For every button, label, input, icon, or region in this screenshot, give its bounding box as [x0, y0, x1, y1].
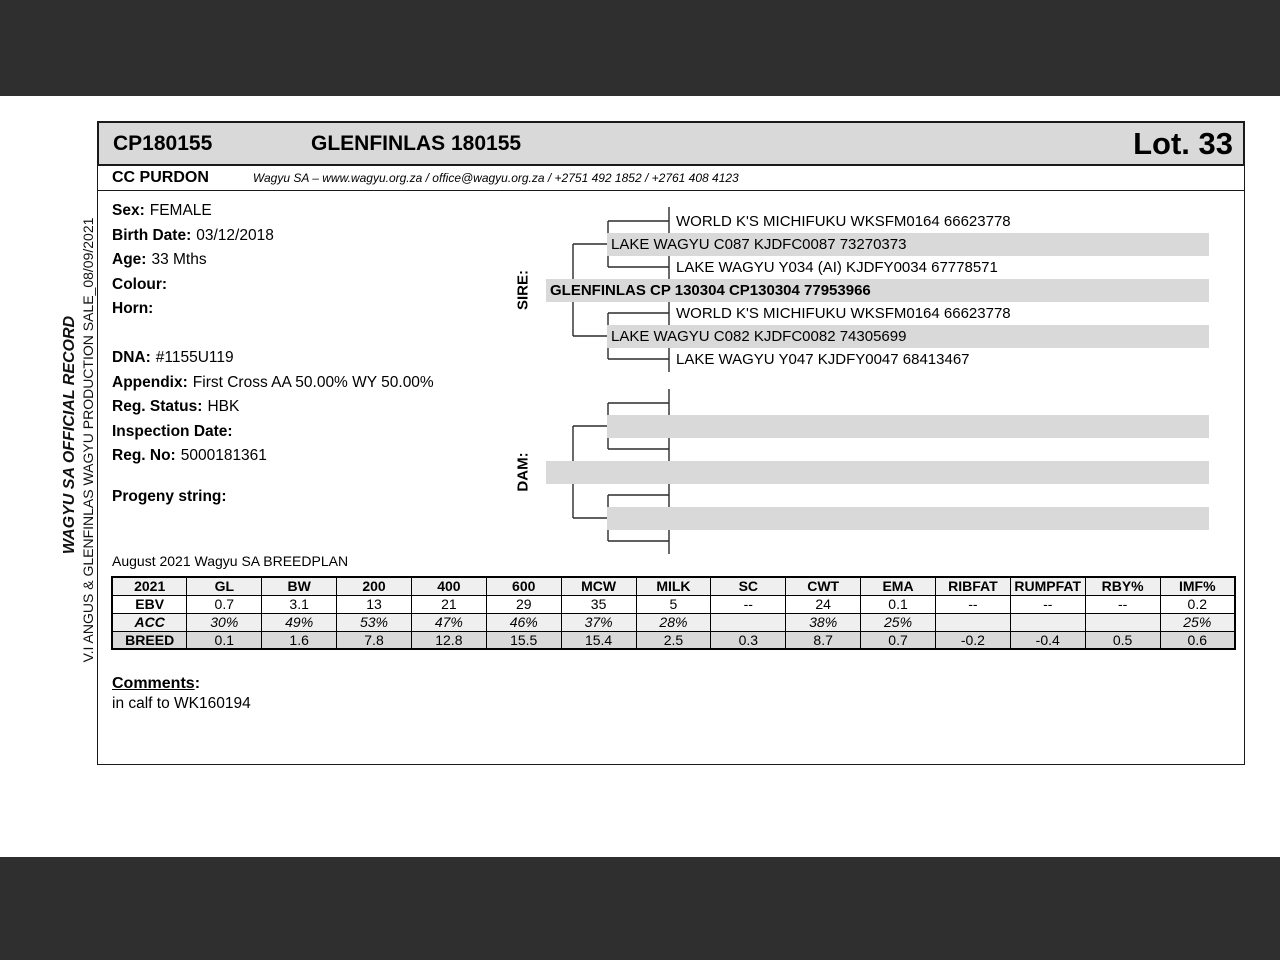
breed-row-label: BREED [112, 631, 187, 649]
detail-field-reg-status: Reg. Status: HBK [112, 398, 240, 415]
sire-grandsire-dam: LAKE WAGYU Y034 (AI) KJDFY0034 67778571 [676, 259, 998, 276]
animal-name: GLENFINLAS 180155 [311, 131, 522, 155]
ebv-col-header: CWT [786, 577, 861, 595]
ebv-col-header: 400 [411, 577, 486, 595]
ebv-col-header: SC [711, 577, 786, 595]
breed-cell: 15.5 [486, 631, 561, 649]
acc-cell: 46% [486, 613, 561, 631]
acc-cell: 53% [337, 613, 412, 631]
acc-cell: 25% [1160, 613, 1235, 631]
sire-grandsire: LAKE WAGYU C087 KJDFC0087 73270373 [607, 233, 1209, 256]
ebv-col-header: RUMPFAT [1010, 577, 1085, 595]
ebv-cell: 29 [486, 595, 561, 613]
breed-cell: 7.8 [337, 631, 412, 649]
acc-cell: 47% [411, 613, 486, 631]
acc-cell: 25% [861, 613, 936, 631]
acc-cell: 37% [561, 613, 636, 631]
comments-heading: Comments: [112, 675, 201, 692]
record-body [97, 191, 1245, 765]
catalog-page [0, 96, 1280, 857]
ebv-cell: 3.1 [262, 595, 337, 613]
breeder-name: CC PURDON [112, 169, 209, 186]
details-spacer [112, 322, 434, 347]
breed-cell: 12.8 [411, 631, 486, 649]
ebv-cell: 0.1 [861, 595, 936, 613]
ebv-col-header: BW [262, 577, 337, 595]
dam-name [546, 461, 1209, 484]
breedplan-caption: August 2021 Wagyu SA BREEDPLAN [112, 553, 349, 569]
ebv-row-label: EBV [112, 595, 187, 613]
sire-label: SIRE: [514, 269, 532, 311]
detail-field-appendix: Appendix: First Cross AA 50.00% WY 50.00% [112, 373, 434, 391]
ebv-col-header: RBY% [1085, 577, 1160, 595]
breed-cell: 0.1 [187, 631, 262, 649]
breed-cell: 1.6 [262, 631, 337, 649]
detail-field-dna: DNA: #1155U119 [112, 349, 234, 366]
ebv-cell: 5 [636, 595, 711, 613]
ebv-cell: 0.7 [187, 595, 262, 613]
ebv-col-header: MCW [561, 577, 636, 595]
acc-row-label: ACC [112, 613, 187, 631]
acc-cell: 38% [786, 613, 861, 631]
lot-number: Lot. 33 [1133, 125, 1233, 161]
ebv-col-header: 2021 [112, 577, 187, 595]
ebv-cell: -- [711, 595, 786, 613]
breed-cell: 8.7 [786, 631, 861, 649]
breed-cell: 0.3 [711, 631, 786, 649]
acc-cell: 49% [262, 613, 337, 631]
ebv-col-header: 200 [337, 577, 412, 595]
detail-field-birth-date: Birth Date: 03/12/2018 [112, 226, 274, 244]
sire-granddam-sire: WORLD K'S MICHIFUKU WKSFM0164 66623778 [676, 305, 1011, 322]
sire-grandsire-sire: WORLD K'S MICHIFUKU WKSFM0164 66623778 [676, 213, 1011, 230]
breed-cell: 2.5 [636, 631, 711, 649]
ebv-cell: -- [1085, 595, 1160, 613]
acc-cell: 30% [187, 613, 262, 631]
detail-field-inspection-date: Inspection Date: [112, 422, 233, 440]
breed-cell: -0.2 [935, 631, 1010, 649]
comments-text: in calf to WK160194 [112, 695, 251, 712]
breeder-bar [97, 166, 1245, 191]
ebv-col-header: EMA [861, 577, 936, 595]
dam-label: DAM: [514, 452, 532, 492]
title-bar [97, 121, 1245, 166]
breed-cell: 15.4 [561, 631, 636, 649]
detail-field-progeny-string: Progeny string: [112, 487, 227, 505]
breed-cell: -0.4 [1010, 631, 1085, 649]
ebv-col-header: 600 [486, 577, 561, 595]
detail-field-age: Age: 33 Mths [112, 251, 207, 268]
association-contact: Wagyu SA – www.wagyu.org.za / office@wagyu.org.za / +2751 492 1852 / +2761 408 4123 [252, 171, 739, 185]
animal-details [112, 199, 434, 509]
breed-cell: 0.7 [861, 631, 936, 649]
detail-field-sex: Sex: FEMALE [112, 202, 212, 219]
ebv-cell: -- [935, 595, 1010, 613]
ebv-cell: 24 [786, 595, 861, 613]
dam-granddam [607, 507, 1209, 530]
ebv-col-header: IMF% [1160, 577, 1235, 595]
detail-field-reg-no: Reg. No: 5000181361 [112, 447, 267, 464]
ebv-cell: 21 [411, 595, 486, 613]
sire-name: GLENFINLAS CP 130304 CP130304 77953966 [546, 279, 1209, 302]
ebv-cell: 13 [337, 595, 412, 613]
official-record-label: WAGYU SA OFFICIAL RECORD [61, 315, 78, 555]
breed-cell: 0.5 [1085, 631, 1160, 649]
ebv-col-header: RIBFAT [935, 577, 1010, 595]
ebv-cell: -- [1010, 595, 1085, 613]
detail-field-colour: Colour: [112, 275, 168, 293]
sale-title-label: V.I ANGUS & GLENFINLAS WAGYU PRODUCTION SALE_08/09/2021 [80, 217, 96, 663]
sire-granddam-dam: LAKE WAGYU Y047 KJDFY0047 68413467 [676, 351, 970, 368]
acc-cell: 28% [636, 613, 711, 631]
ebv-col-header: MILK [636, 577, 711, 595]
ebv-cell: 0.2 [1160, 595, 1235, 613]
breed-cell: 0.6 [1160, 631, 1235, 649]
ebv-col-header: GL [187, 577, 262, 595]
detail-field-horn: Horn: [112, 300, 154, 317]
dam-grandsire [607, 415, 1209, 438]
animal-id: CP180155 [113, 131, 213, 155]
ebv-cell: 35 [561, 595, 636, 613]
sire-granddam: LAKE WAGYU C082 KJDFC0082 74305699 [607, 325, 1209, 348]
